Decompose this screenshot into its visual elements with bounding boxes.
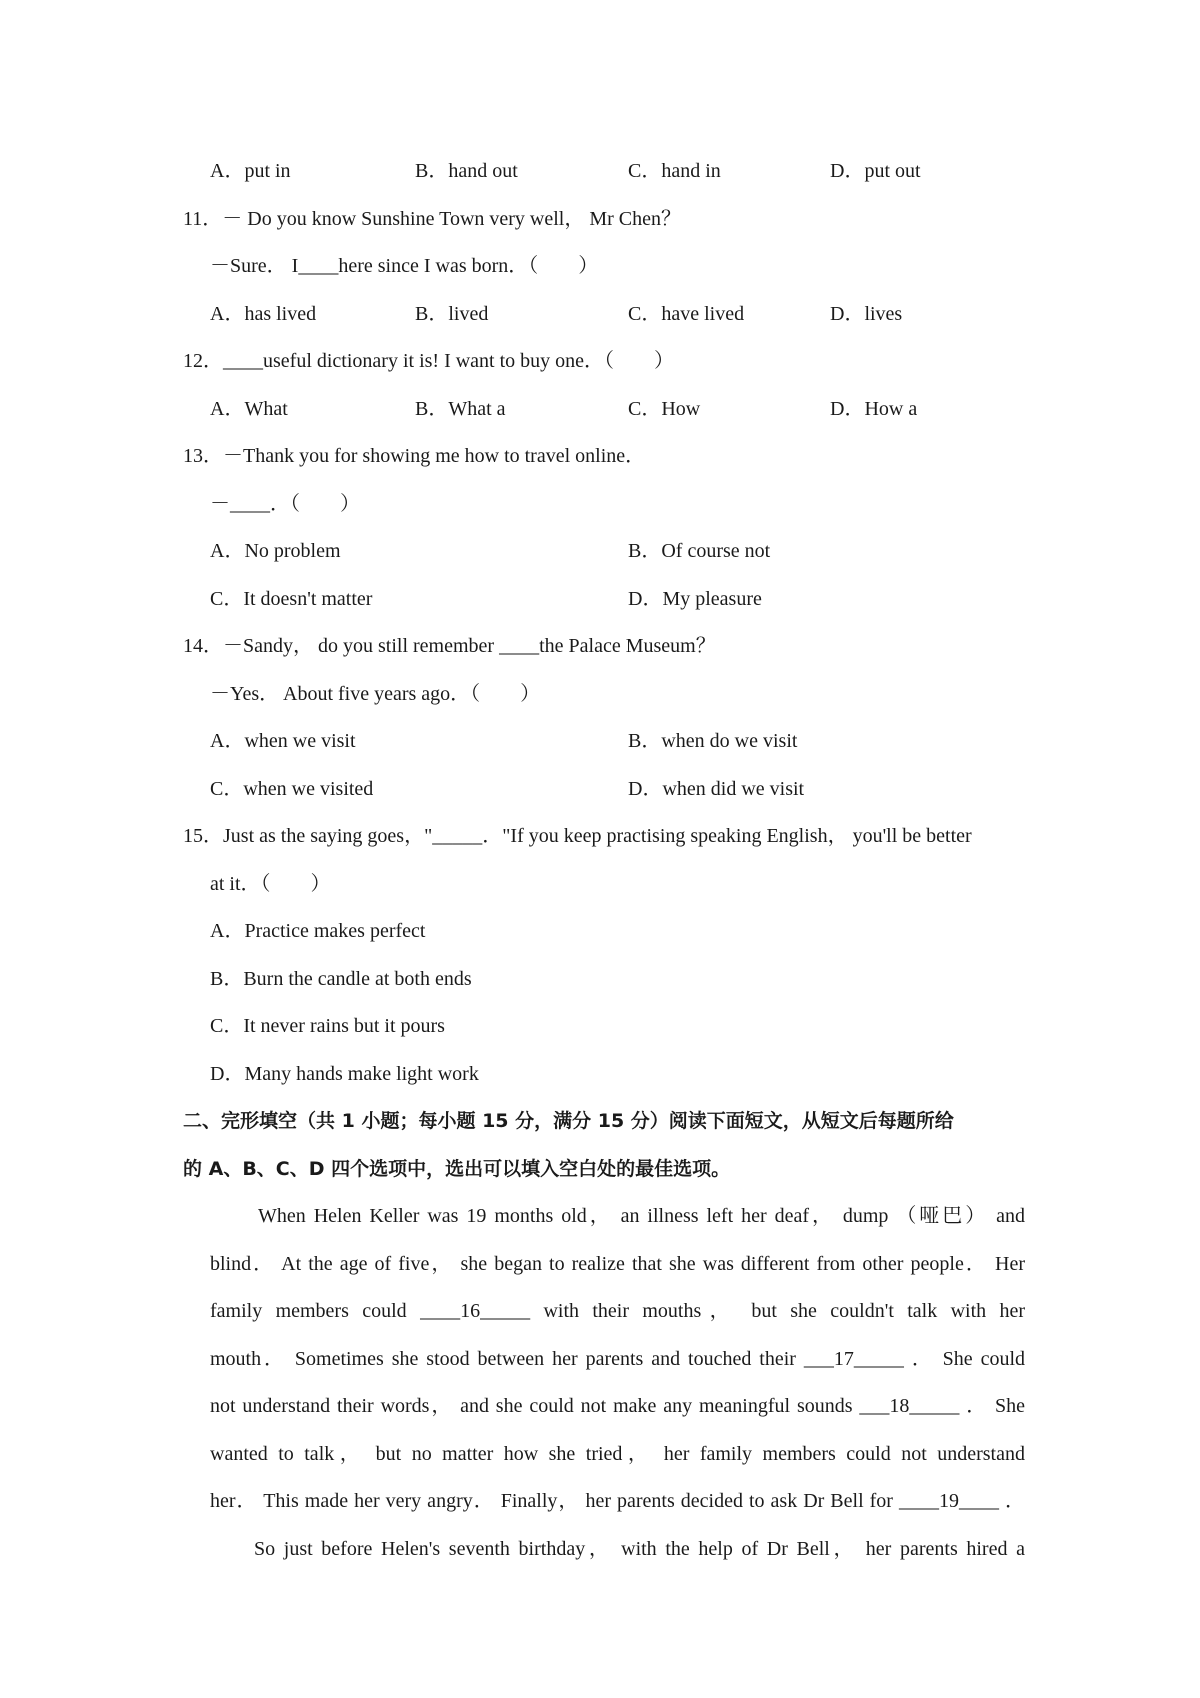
q14-stem: 14．－Sandy， do you still remember ____the Palace Museum？ [183, 635, 716, 657]
q14-option-b[interactable]: B．when do we visit [628, 730, 798, 752]
q12-option-a[interactable]: A．What [210, 398, 288, 420]
q10-option-d[interactable]: D．put out [830, 160, 921, 182]
q11-reply: －Sure． I____here since I was born．（ ） [210, 255, 599, 277]
q12-blank: ____ [223, 350, 263, 372]
q13-option-a[interactable]: A．No problem [210, 540, 341, 562]
q15-option-c[interactable]: C．It never rains but it pours [210, 1015, 445, 1037]
q12-stem: 12．____useful dictionary it is! I want to buy one．（ ） [183, 350, 675, 372]
q15-stem-continued: at it．（ ） [210, 873, 331, 895]
q12-option-c[interactable]: C．How [628, 398, 701, 420]
q12-option-b[interactable]: B．What a [415, 398, 506, 420]
passage-line: her． This made her very angry． Finally， her parents decided to ask Dr Bell for ____19____ ． [210, 1490, 1026, 1512]
q11-option-a[interactable]: A．has lived [210, 303, 317, 325]
passage-line: family members could ____16_____ with their mouths， but she couldn't talk with her [210, 1300, 1026, 1322]
q11-blank: ____ [298, 255, 339, 277]
q13-option-d[interactable]: D．My pleasure [628, 588, 762, 610]
section-2-heading-line-1: 二、完形填空（共 1 小题；每小题 15 分，满分 15 分）阅读下面短文，从短文后每题所给 [183, 1110, 954, 1132]
q15-option-d[interactable]: D．Many hands make light work [210, 1063, 479, 1085]
q14-blank: ____ [499, 635, 540, 657]
q14-option-c[interactable]: C．when we visited [210, 778, 374, 800]
passage-line: When Helen Keller was 19 months old， an illness left her deaf， dump （哑巴） and [258, 1205, 1025, 1227]
q11-stem: 11．－ Do you know Sunshine Town very well， Mr Chen？ [183, 208, 682, 230]
q14-option-d[interactable]: D．when did we visit [628, 778, 805, 800]
q11-option-c[interactable]: C．have lived [628, 303, 745, 325]
blank-19: ____19____ [899, 1490, 999, 1512]
q13-reply: －____．（ ） [210, 493, 360, 515]
blank-17: ___17_____ [803, 1347, 904, 1370]
q11-option-b[interactable]: B．lived [415, 303, 489, 325]
q13-stem: 13．－Thank you for showing me how to travel online． [183, 445, 646, 467]
q14-reply: －Yes． About five years ago．（ ） [210, 683, 541, 705]
q14-option-a[interactable]: A．when we visit [210, 730, 356, 752]
cloze-passage [210, 1202, 1025, 1582]
q15-option-b[interactable]: B．Burn the candle at both ends [210, 968, 472, 990]
q15-stem: 15．Just as the saying goes，"_____．"If you keep practising speaking English， you'll be better [183, 825, 972, 847]
passage-line: blind． At the age of five， she began to realize that she was different from other people． Her [210, 1252, 1025, 1275]
passage-line: mouth． Sometimes she stood between her parents and touched their ___17_____ ． She could [210, 1347, 1026, 1370]
q13-option-b[interactable]: B．Of course not [628, 540, 771, 562]
blank-18: ___18_____ [859, 1395, 960, 1417]
blank-16: ____16_____ [420, 1300, 531, 1322]
q10-option-a[interactable]: A．put in [210, 160, 291, 182]
q11-option-d[interactable]: D．lives [830, 303, 903, 325]
q13-blank: ____ [230, 493, 270, 515]
q15-option-a[interactable]: A．Practice makes perfect [210, 920, 426, 942]
q10-option-c[interactable]: C．hand in [628, 160, 721, 182]
passage-line: not understand their words， and she could not make any meaningful sounds ___18_____ ． She [210, 1395, 1026, 1417]
q13-option-c[interactable]: C．It doesn't matter [210, 588, 373, 610]
q15-blank: _____ [432, 825, 483, 847]
passage-line: So just before Helen's seventh birthday， with the help of Dr Bell， her parents hired a [254, 1537, 1025, 1560]
section-2-heading-line-2: 的 A、B、C、D 四个选项中，选出可以填入空白处的最佳选项。 [183, 1158, 731, 1180]
q12-option-d[interactable]: D．How a [830, 398, 918, 420]
q10-option-b[interactable]: B．hand out [415, 160, 518, 182]
passage-line: wanted to talk， but no matter how she tried， her family members could not understand [210, 1442, 1025, 1465]
